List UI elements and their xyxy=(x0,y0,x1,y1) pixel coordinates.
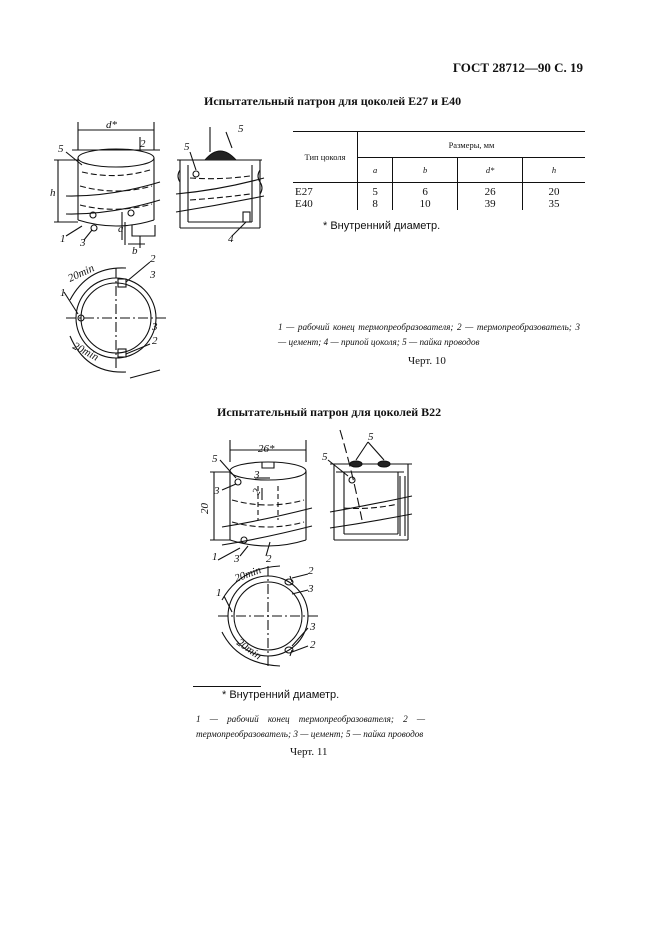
fig11-dim-3: 3 xyxy=(254,469,260,481)
fig11-label-1b: 1 xyxy=(216,587,222,599)
fig10-dim-h: h xyxy=(50,187,56,199)
fig11-min-bottom: 20min xyxy=(234,636,264,663)
col-b-header: b xyxy=(393,158,458,183)
fig11-side-view xyxy=(328,430,412,540)
fig10-min-bottom: 20min xyxy=(70,340,101,364)
caption-1: Черт. 10 xyxy=(408,355,446,367)
fig11-label-3c: 3 xyxy=(308,583,314,595)
fig11-label-2a: 2 xyxy=(266,553,272,565)
col-type-header: Тип цоколя xyxy=(293,132,358,183)
col-h-header: h xyxy=(551,165,557,175)
legend-2: 1 — рабочий конец термопреобразователя; 2 — термопреобразователь; 3 — цемент; 5 — пайка проводов xyxy=(196,714,425,739)
fig11-dim-d: 26* xyxy=(258,443,275,455)
fig11-label-2b: 2 xyxy=(308,565,314,577)
fig11-label-2c: 2 xyxy=(310,639,316,651)
fig10-dim-2: 2 xyxy=(140,138,146,150)
fig10-label-3c: 3 xyxy=(152,321,158,333)
fig10-label-5b: 5 xyxy=(238,123,244,135)
fig10-dim-d: d* xyxy=(106,119,117,131)
table-row: E27 5 6 26 20 xyxy=(293,183,585,199)
section2-title: Испытательный патрон для цоколей В22 xyxy=(217,405,442,419)
page-header: ГОСТ 28712—90 С. 19 xyxy=(452,60,583,75)
fig11-label-5c: 5 xyxy=(322,451,328,463)
caption-2: Черт. 11 xyxy=(290,746,328,758)
fig10-dim-a: a xyxy=(118,223,124,235)
footnote-1: * Внутренний диаметр. xyxy=(323,220,441,232)
fig10-label-1a: 1 xyxy=(60,233,66,245)
fig10-label-5a: 5 xyxy=(58,143,64,155)
fig11-label-3d: 3 xyxy=(310,621,316,633)
section1-title: Испытательный патрон для цоколей Е27 и Е40 xyxy=(204,94,462,108)
fig11-label-1a: 1 xyxy=(212,551,218,563)
col-a-header: a xyxy=(358,158,393,183)
legend-1: 1 — рабочий конец термопреобразователя; 2 — термопреобразователь; 3 — цемент; 4 — припой цоколя; 5 — пайка проводов xyxy=(278,322,580,347)
fig11-label-5a: 5 xyxy=(212,453,218,465)
table-row: E40 8 10 39 35 xyxy=(295,198,560,210)
fig11-top-view xyxy=(218,566,318,666)
fig10-label-1b: 1 xyxy=(60,287,66,299)
fig11-label-3a: 3 xyxy=(214,485,220,497)
fig11-label-5b: 5 xyxy=(368,431,374,443)
col-d-header: d* xyxy=(458,158,523,183)
fig10-label-3a: 3 xyxy=(80,237,86,249)
fig10-label-5c: 5 xyxy=(184,141,190,153)
fig10-label-3b: 3 xyxy=(150,269,156,281)
fig11-dim-h: 20 xyxy=(199,503,211,514)
fig10-dim-b: b xyxy=(132,245,138,257)
fig11-min-top: 20min xyxy=(232,564,263,585)
fig10-min-top: 20min xyxy=(66,262,97,285)
fig10-label-2b: 2 xyxy=(150,253,156,265)
fig10-label-2c: 2 xyxy=(152,335,158,347)
col-group-header: Размеры, мм xyxy=(358,132,586,158)
fig11-label-3b: 3 xyxy=(234,553,240,565)
fig11-dim-2: 2 xyxy=(250,486,264,498)
fig11-front-view xyxy=(210,440,312,560)
footnote-2: * Внутренний диаметр. xyxy=(222,689,340,701)
fig10-label-4: 4 xyxy=(228,233,234,245)
